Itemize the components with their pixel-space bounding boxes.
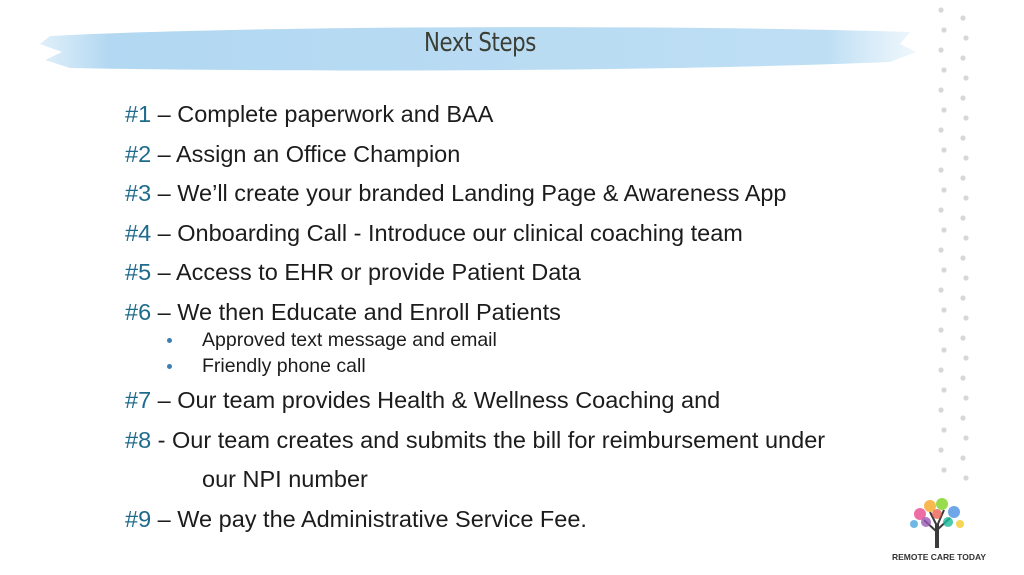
decor-dot xyxy=(941,227,946,232)
decor-dot xyxy=(941,307,946,312)
decor-dot xyxy=(938,127,943,132)
logo-text: REMOTE CARE TODAY xyxy=(892,552,986,562)
decor-dot xyxy=(938,87,943,92)
decor-dot xyxy=(938,327,943,332)
decor-dot xyxy=(963,435,968,440)
decorative-dot-pattern xyxy=(930,0,980,500)
step-number: #8 xyxy=(125,426,152,453)
step-5 xyxy=(125,256,925,296)
decor-dot xyxy=(941,187,946,192)
decor-dot xyxy=(938,247,943,252)
decor-dot xyxy=(963,35,968,40)
decor-dot xyxy=(963,155,968,160)
sub-bullet-item: Friendly phone call xyxy=(125,354,925,380)
decor-dot xyxy=(963,355,968,360)
decor-dot xyxy=(941,147,946,152)
decor-dot xyxy=(960,95,965,100)
decor-dot xyxy=(941,427,946,432)
decor-dot xyxy=(941,347,946,352)
decor-dot xyxy=(938,407,943,412)
step-number: #5 xyxy=(125,259,152,285)
step-text: – We then Educate and Enroll Patients xyxy=(151,298,561,325)
decor-dot xyxy=(963,475,968,480)
decor-dot xyxy=(960,295,965,300)
step-number: #4 xyxy=(125,219,152,246)
decor-dot xyxy=(960,55,965,60)
step-number: #9 xyxy=(125,505,152,532)
step-text: – Access to EHR or provide Patient Data xyxy=(151,259,581,285)
step-text: – Our team provides Health & Wellness Coaching and xyxy=(151,387,721,413)
slide-title: Next Steps xyxy=(423,28,536,58)
decor-dot xyxy=(963,115,968,120)
step-text: – Onboarding Call - Introduce our clinical coaching team xyxy=(151,219,743,246)
sub-bullet-item: Approved text message and email xyxy=(125,328,925,354)
decor-dot xyxy=(941,107,946,112)
steps-list xyxy=(125,98,925,542)
decor-dot xyxy=(963,315,968,320)
step-number: #7 xyxy=(125,387,152,413)
decor-dot xyxy=(963,275,968,280)
step-4 xyxy=(125,217,925,257)
decor-dot xyxy=(963,395,968,400)
decor-dot xyxy=(938,367,943,372)
step-text: – We’ll create your branded Landing Page & Awareness App xyxy=(151,180,787,206)
step-9 xyxy=(125,503,925,543)
decor-dot xyxy=(938,167,943,172)
decor-dot xyxy=(938,447,943,452)
decor-dot xyxy=(960,375,965,380)
decor-dot xyxy=(941,27,946,32)
decor-dot xyxy=(938,47,943,52)
decor-dot xyxy=(941,467,946,472)
step-text: – Assign an Office Champion xyxy=(151,140,461,167)
step-number: #3 xyxy=(125,180,152,206)
decor-dot xyxy=(960,255,965,260)
decor-dot xyxy=(960,415,965,420)
decor-dot xyxy=(963,235,968,240)
decor-dot xyxy=(960,175,965,180)
decor-dot xyxy=(963,75,968,80)
decor-dot xyxy=(960,455,965,460)
step-1 xyxy=(125,98,925,138)
step-number: #2 xyxy=(125,140,152,167)
step-number: #1 xyxy=(125,101,152,127)
decor-dot xyxy=(941,67,946,72)
decor-dot xyxy=(938,207,943,212)
tree-logo-icon xyxy=(902,492,972,552)
step-text: – We pay the Administrative Service Fee. xyxy=(151,505,587,532)
decor-dot xyxy=(960,335,965,340)
step-text: - Our team creates and submits the bill for reimbursement under xyxy=(151,426,826,453)
decor-dot xyxy=(941,267,946,272)
step-3 xyxy=(125,177,925,217)
step-8-continuation: our NPI number xyxy=(202,466,368,492)
decor-dot xyxy=(960,215,965,220)
step-8 xyxy=(125,424,925,464)
decor-dot xyxy=(938,7,943,12)
step-2 xyxy=(125,138,925,178)
decor-dot xyxy=(960,15,965,20)
step-6-subitems xyxy=(125,328,925,380)
decor-dot xyxy=(938,287,943,292)
decor-dot xyxy=(941,387,946,392)
step-text: – Complete paperwork and BAA xyxy=(151,101,494,127)
step-number: #6 xyxy=(125,298,152,325)
decor-dot xyxy=(963,195,968,200)
decor-dot xyxy=(960,135,965,140)
step-7 xyxy=(125,384,925,424)
